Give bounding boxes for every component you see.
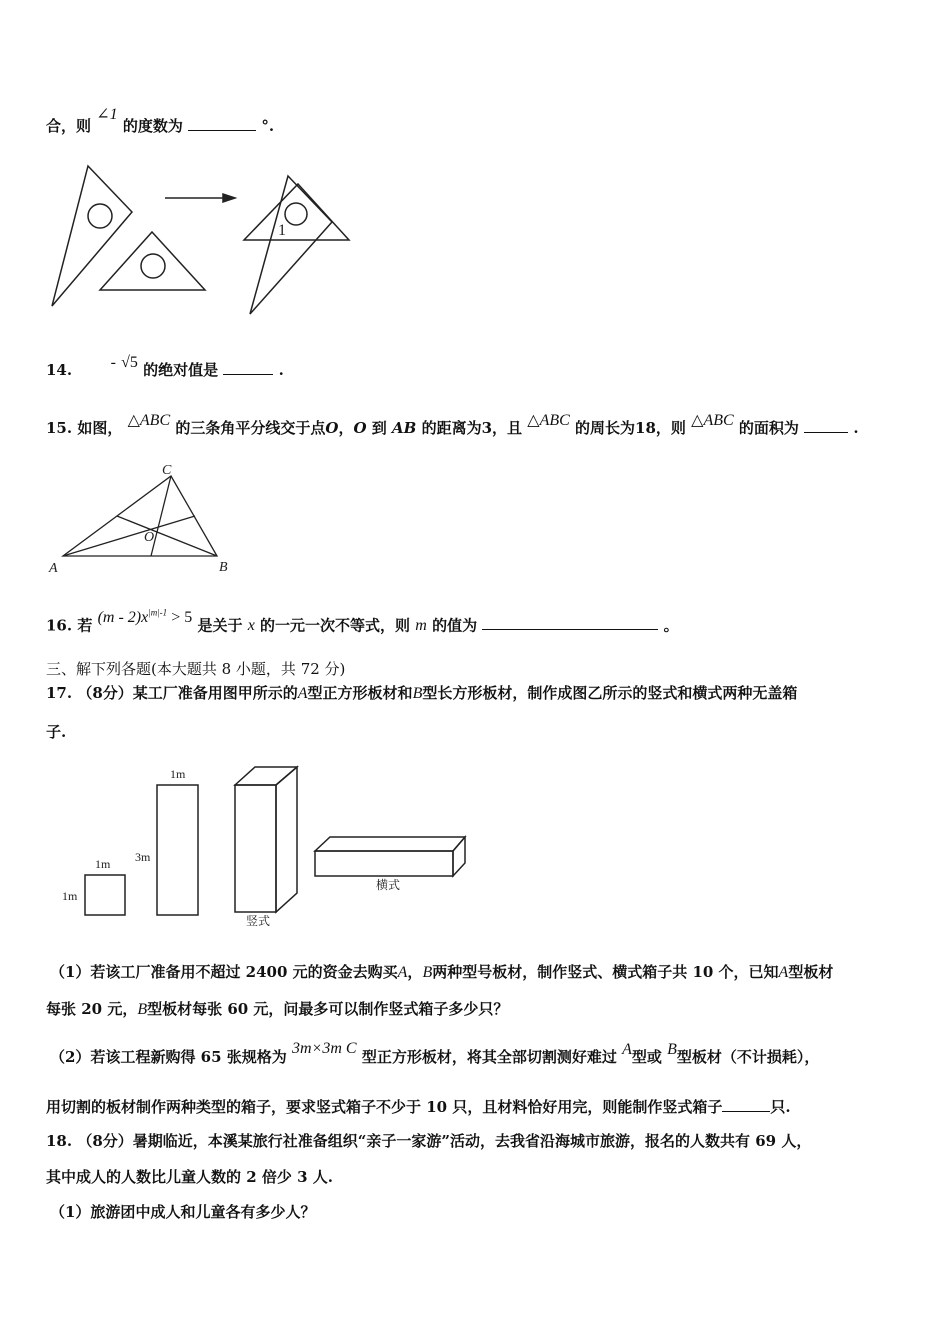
q17-p1-a: （1）若该工厂准备用不超过 2400 元的资金去购买 bbox=[50, 963, 398, 981]
fig15-label-c: C bbox=[162, 463, 172, 478]
q14-text: 的绝对值是 bbox=[143, 361, 219, 379]
q17-p1-c: 型板材 bbox=[788, 963, 834, 981]
q13-answer-blank[interactable] bbox=[188, 116, 256, 131]
q16-expr-exp: |m|-1 bbox=[148, 608, 168, 618]
fig15-bisector-a bbox=[63, 516, 195, 556]
fig17-vertical-box-side bbox=[276, 767, 297, 912]
q15-end: . bbox=[853, 419, 859, 437]
q17-p1-e: 型板材每张 60 元，问最多可以制作竖式箱子多少只？ bbox=[147, 1000, 509, 1018]
q15-ab: AB bbox=[392, 419, 417, 437]
figure-17 bbox=[60, 765, 480, 935]
q18-line-2: 其中成人的人数比儿童人数的 2 倍少 3 人. bbox=[46, 1168, 333, 1186]
q15-triangle-2: △ABC bbox=[527, 412, 570, 429]
q18-p1: （1）旅游团中成人和儿童各有多少人？ bbox=[50, 1203, 316, 1221]
fig17-square-board bbox=[85, 875, 125, 915]
q13-angle: ∠1 bbox=[96, 106, 118, 123]
q13-end: °. bbox=[261, 117, 275, 135]
q13-suffix: 的度数为 bbox=[122, 117, 183, 135]
q13-prefix: 合，则 bbox=[46, 117, 92, 135]
q17-intro-c: 型长方形板材，制作成图乙所示的竖式和横式两种无盖箱 bbox=[422, 684, 798, 702]
q17-p1-sep: ， bbox=[407, 963, 423, 981]
fig17-horizontal-box-side bbox=[453, 837, 465, 876]
q15-t6: 的面积为 bbox=[738, 419, 799, 437]
q16-x: x bbox=[247, 617, 255, 635]
q17-intro: 17. （8分）某工厂准备用图甲所示的 bbox=[46, 684, 298, 702]
fig17-sq-top-label: 1m bbox=[95, 857, 111, 871]
q17-p2-line-2 bbox=[46, 1097, 791, 1117]
q17-p2-d: 型板材（不计损耗）， bbox=[676, 1048, 820, 1066]
fig15-label-a: A bbox=[49, 561, 58, 576]
q17-line-1 bbox=[46, 683, 797, 704]
q15-number: 15. bbox=[46, 419, 73, 437]
q17-a: A bbox=[297, 685, 308, 702]
q16-expr-base: (m - 2)x bbox=[97, 609, 149, 627]
q14-number: 14. bbox=[46, 361, 73, 379]
q16-line bbox=[46, 608, 679, 636]
q17-p2-a: （2）若该工程新购得 65 张规格为 bbox=[50, 1048, 287, 1066]
fig13-arrow-head bbox=[223, 194, 235, 202]
q17-p1-B: B bbox=[422, 964, 433, 981]
q15-t2: 的三条角平分线交于点 bbox=[175, 419, 326, 437]
q14-root: √5 bbox=[121, 354, 138, 371]
q14-neg: - bbox=[110, 354, 116, 371]
q14-line bbox=[46, 354, 284, 381]
fig17-rect-board bbox=[157, 785, 198, 915]
q16-answer-blank[interactable] bbox=[482, 615, 658, 630]
q16-t1: 若 bbox=[77, 616, 93, 635]
q13-line bbox=[46, 106, 275, 137]
q15-line bbox=[46, 412, 859, 439]
q15-triangle-3: △ABC bbox=[691, 412, 734, 429]
q17-p2-B: B bbox=[667, 1041, 677, 1058]
fig17-rect-top-label: 1m bbox=[170, 767, 186, 781]
q15-t1: 如图， bbox=[77, 419, 123, 437]
q16-expr bbox=[98, 609, 193, 626]
q17-b: B bbox=[412, 685, 423, 702]
q17-p2-c: 型或 bbox=[631, 1048, 662, 1066]
q16-t2: 是关于 bbox=[197, 616, 243, 635]
fig13-left-triangle bbox=[52, 166, 132, 306]
fig17-horizontal-box-top bbox=[315, 837, 465, 851]
q17-p1-line-1 bbox=[50, 962, 833, 983]
q17-p2-b: 型正方形板材，将其全部切割测好难过 bbox=[361, 1048, 617, 1066]
fig17-vertical-box-front bbox=[235, 785, 276, 912]
q16-end: 。 bbox=[663, 616, 679, 635]
q16-t4: 的值为 bbox=[432, 616, 478, 635]
fig17-horizontal-box-front bbox=[315, 851, 453, 876]
q17-p2-expr: 3m×3m C bbox=[292, 1040, 357, 1057]
fig13-right-set-triangle bbox=[250, 176, 332, 314]
q17-p1-B2: B bbox=[137, 1001, 148, 1018]
q17-p1-line-2 bbox=[46, 999, 508, 1020]
fig15-label-b: B bbox=[219, 560, 228, 575]
figure-15 bbox=[45, 460, 245, 580]
fig17-horizontal-label: 横式 bbox=[376, 878, 401, 892]
fig13-angle-label: 1 bbox=[278, 222, 286, 239]
q17-p2-f: 只. bbox=[770, 1098, 791, 1116]
q15-t3: 到 bbox=[371, 419, 387, 437]
q15-answer-blank[interactable] bbox=[804, 418, 848, 433]
q17-p2-A: A bbox=[622, 1041, 632, 1058]
q15-point-o-2: O bbox=[353, 419, 367, 437]
q17-p1-b: 两种型号板材，制作竖式、横式箱子共 10 个，已知 bbox=[432, 963, 779, 981]
q17-p2-answer-blank[interactable] bbox=[722, 1097, 770, 1112]
q15-triangle-1: △ABC bbox=[127, 412, 171, 429]
section-3-heading: 三、解下列各题(本大题共 8 小题，共 72 分) bbox=[46, 660, 346, 678]
q17-p2-e: 用切割的板材制作两种类型的箱子，要求竖式箱子不少于 10 只，且材料恰好用完，则能制作竖式箱子 bbox=[46, 1098, 723, 1116]
q16-number: 16. bbox=[46, 616, 73, 635]
q14-end: . bbox=[278, 361, 284, 379]
figure-13 bbox=[40, 160, 360, 320]
fig13-right-hole bbox=[285, 203, 307, 225]
fig17-rect-left-label: 3m bbox=[135, 850, 151, 864]
fig17-vertical-box-top bbox=[235, 767, 297, 785]
fig13-mid-triangle bbox=[100, 232, 205, 290]
q17-intro-b: 型正方形板材和 bbox=[307, 684, 413, 702]
q15-t5: 的周长为18，则 bbox=[575, 419, 686, 437]
q15-point-o: O bbox=[325, 419, 339, 437]
q14-answer-blank[interactable] bbox=[223, 360, 273, 375]
fig17-vertical-label: 竖式 bbox=[246, 914, 271, 928]
q16-t3: 的一元一次不等式，则 bbox=[260, 616, 411, 635]
fig13-left-hole bbox=[88, 204, 112, 228]
q16-m: m bbox=[415, 617, 427, 635]
q17-p1-A2: A bbox=[778, 964, 789, 981]
q15-sep: ， bbox=[338, 419, 354, 437]
fig17-sq-left-label: 1m bbox=[62, 889, 78, 903]
q17-p1-d: 每张 20 元， bbox=[46, 1000, 138, 1018]
q17-p2-line-1 bbox=[50, 1040, 820, 1068]
q16-expr-rel: > 5 bbox=[171, 609, 193, 627]
fig15-label-o: O bbox=[144, 530, 155, 545]
q18-line-1: 18. （8分）暑期临近，本溪某旅行社准备组织“亲子一家游”活动，去我省沿海城市旅游，报名的人数共有 69 人， bbox=[46, 1132, 812, 1150]
q15-t4: 的距离为3，且 bbox=[421, 419, 523, 437]
q17-line-2: 子. bbox=[46, 723, 67, 741]
fig13-mid-hole bbox=[141, 254, 165, 278]
fig13-right-triangle bbox=[244, 184, 349, 240]
q17-p1-A: A bbox=[397, 964, 408, 981]
fig15-bisector-b bbox=[117, 516, 217, 556]
